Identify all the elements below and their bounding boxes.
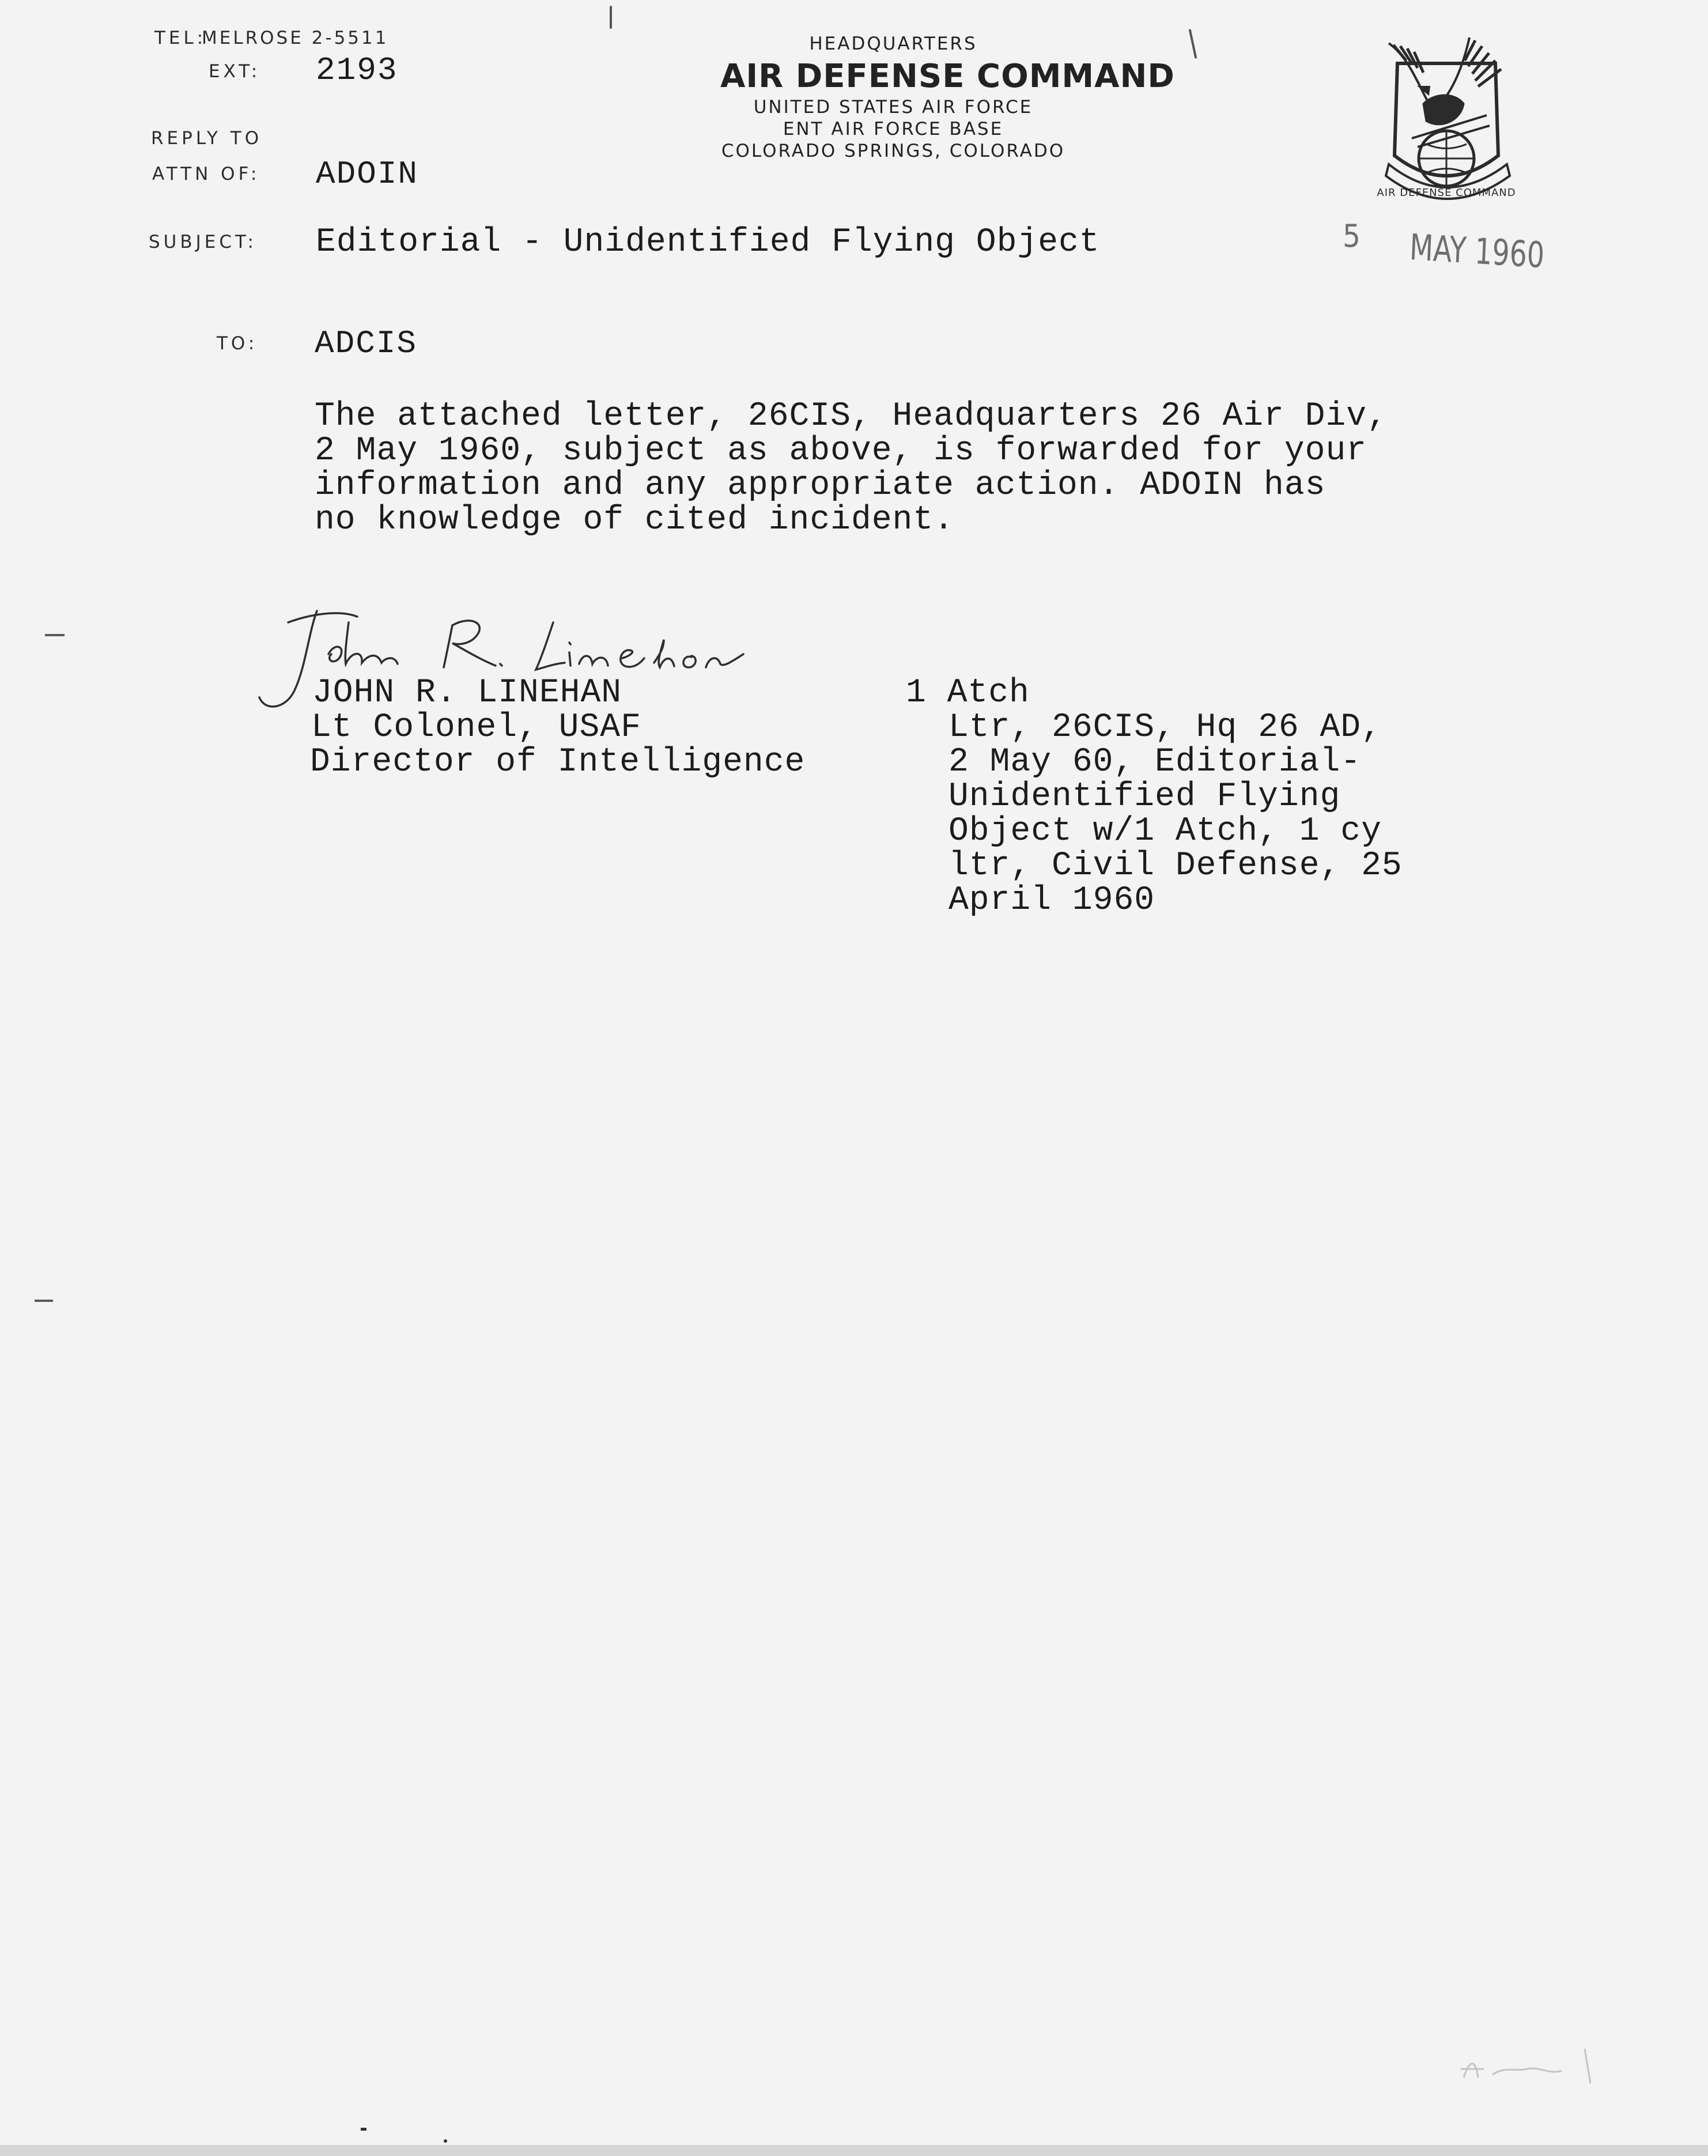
attn-label: ATTN OF: <box>152 164 260 184</box>
to-value: ADCIS <box>315 325 418 362</box>
letterhead-base: ENT AIR FORCE BASE <box>783 119 1004 139</box>
letterhead-command: AIR DEFENSE COMMAND <box>720 58 1175 95</box>
signer-title: Director of Intelligence <box>310 743 806 781</box>
letterhead-headquarters: HEADQUARTERS <box>809 33 977 54</box>
date-stamp-day: 5 <box>1343 218 1361 254</box>
attachment-count: 1 Atch <box>906 674 1030 712</box>
reply-to-label: REPLY TO <box>151 128 263 149</box>
attachment-line-5: Object w/1 Atch, 1 cy <box>949 813 1382 850</box>
letterhead-location: COLORADO SPRINGS, COLORADO <box>721 141 1065 161</box>
body-line-2: 2 May 1960, subject as above, is forwarded for your <box>315 432 1367 470</box>
command-seal-emblem <box>1354 29 1539 213</box>
date-stamp-month-year: MAY 1960 <box>1408 226 1545 277</box>
bottom-border-shadow <box>0 2145 1708 2156</box>
seal-text: AIR DEFENSE COMMAND <box>1377 187 1516 199</box>
top-paren-mark-left <box>610 6 612 29</box>
attachment-line-7: April 1960 <box>949 882 1155 919</box>
ext-value: 2193 <box>316 52 398 89</box>
pencil-notation <box>1452 2043 1625 2095</box>
tel-label: TEL: <box>154 28 207 48</box>
top-paren-mark-right <box>1189 29 1197 59</box>
signer-name: JOHN R. LINEHAN <box>312 674 622 712</box>
attachment-line-4: Unidentified Flying <box>949 778 1341 815</box>
body-line-1: The attached letter, 26CIS, Headquarters 26 Air Div, <box>315 398 1388 435</box>
left-edge-mark-lower <box>35 1300 53 1302</box>
attachment-line-2: Ltr, 26CIS, Hq 26 AD, <box>949 709 1382 746</box>
body-line-4: no knowledge of cited incident. <box>315 501 954 539</box>
ext-label: EXT: <box>209 61 261 82</box>
subject-value: Editorial - Unidentified Flying Object <box>316 224 1100 261</box>
left-edge-mark-upper <box>45 634 65 636</box>
attachment-line-3: 2 May 60, Editorial- <box>949 743 1362 781</box>
tel-value: MELROSE 2-5511 <box>202 28 389 48</box>
bottom-dust-mark-2 <box>444 2139 447 2143</box>
attn-value: ADOIN <box>316 156 419 192</box>
subject-label: SUBJECT: <box>149 232 257 252</box>
bottom-dust-mark <box>361 2128 366 2131</box>
letterhead-usaf: UNITED STATES AIR FORCE <box>753 97 1033 118</box>
to-label: TO: <box>217 333 258 354</box>
body-line-3: information and any appropriate action. ADOIN has <box>315 467 1326 504</box>
attachment-line-6: ltr, Civil Defense, 25 <box>949 847 1403 885</box>
signer-rank: Lt Colonel, USAF <box>311 709 641 746</box>
